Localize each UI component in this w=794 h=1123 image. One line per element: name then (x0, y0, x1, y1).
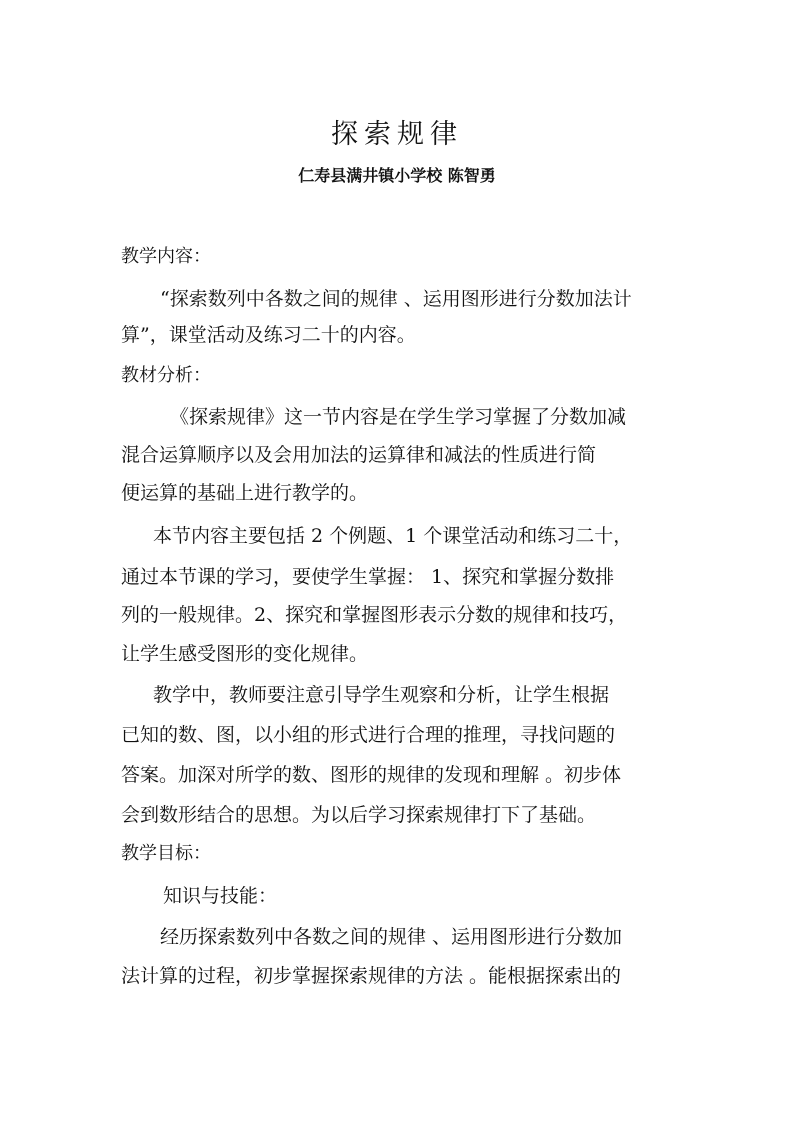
section-heading-analysis: 教材分析： (121, 365, 211, 386)
section-heading-content: 教学内容： (121, 246, 211, 267)
paragraph-line: 教学中，教师要注意引导学生观察和分析，让学生根据 (153, 684, 610, 706)
paragraph-line: 便运算的基础上进行教学的。 (121, 482, 369, 504)
document-title: 探索规律 (331, 119, 463, 150)
paragraph-line: 算”，课堂活动及练习二十的内容。 (121, 324, 416, 346)
paragraph-line: 答案。加深对所学的数、图形的规律的发现和理解 。初步体 (121, 764, 622, 786)
paragraph-line: 混合运算顺序以及会用加法的运算律和减法的性质进行简 (121, 444, 597, 466)
sub-heading: 知识与技能： (163, 885, 278, 907)
section-heading-goals: 教学目标： (121, 843, 211, 864)
paragraph-line: “探索数列中各数之间的规律 、运用图形进行分数加法计 (160, 288, 632, 310)
paragraph-line: 会到数形结合的思想。为以后学习探索规律打下了基础。 (121, 804, 597, 826)
paragraph-line: 已知的数、图，以小组的形式进行合理的推理，寻找问题的 (121, 724, 616, 746)
paragraph-line: 《探索规律》这一节内容是在学生学习掌握了分数加减 (170, 406, 627, 428)
paragraph-line: 法计算的过程，初步掌握探索规律的方法 。能根据探索出的 (121, 965, 622, 987)
paragraph-line: 让学生感受图形的变化规律。 (121, 643, 369, 665)
paragraph-line: 经历探索数列中各数之间的规律 、运用图形进行分数加 (160, 926, 623, 948)
paragraph-line: 通过本节课的学习，要使学生掌握： 1、探究和掌握分数排 (121, 566, 615, 588)
paragraph-line: 本节内容主要包括 2 个例题、1 个课堂活动和练习二十， (153, 525, 633, 547)
paragraph-line: 列的一般规律。2、探究和掌握图形表示分数的规律和技巧， (121, 604, 628, 626)
author-line: 仁寿县满井镇小学校 陈智勇 (298, 166, 496, 185)
